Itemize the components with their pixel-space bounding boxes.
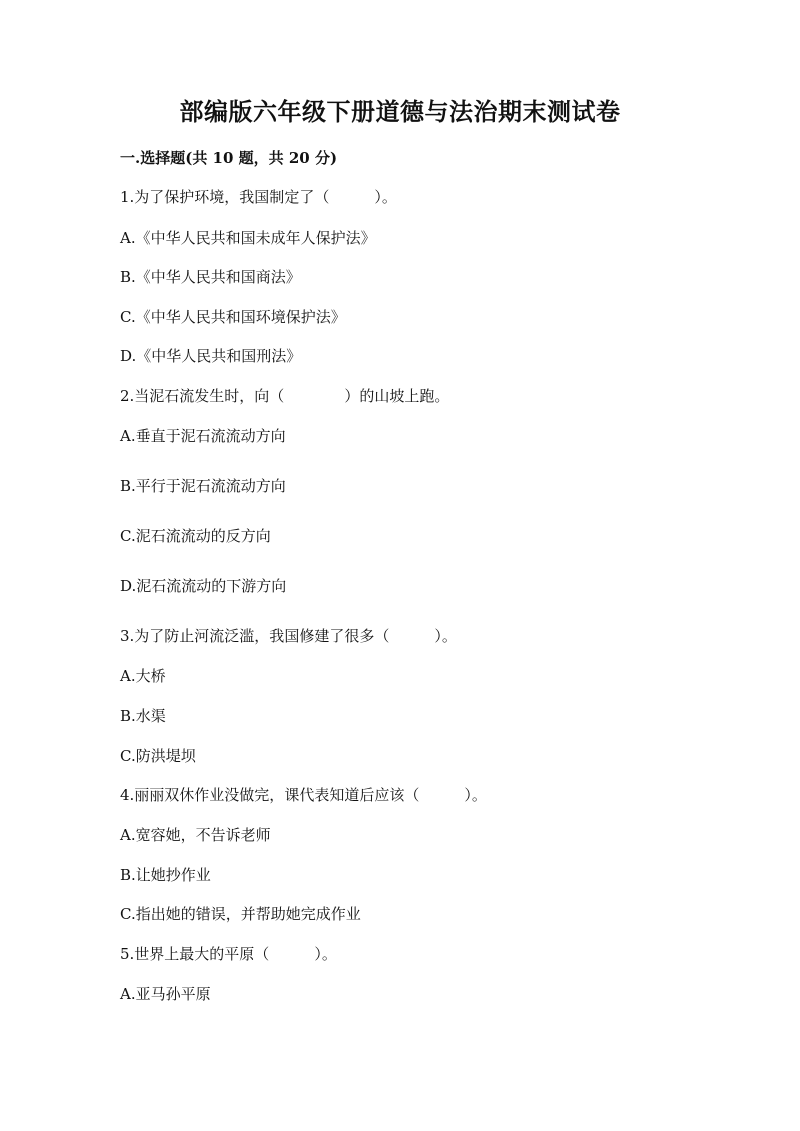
question-3-option-c: C.防洪堤坝 bbox=[120, 747, 196, 765]
question-1-option-c: C.《中华人民共和国环境保护法》 bbox=[120, 308, 346, 326]
question-2-option-b: B.平行于泥石流流动方向 bbox=[120, 477, 286, 495]
question-4-option-a: A.宽容她，不告诉老师 bbox=[120, 826, 271, 844]
question-2-option-d: D.泥石流流动的下游方向 bbox=[120, 577, 287, 595]
question-2-stem: 2.当泥石流发生时，向（ ）的山坡上跑。 bbox=[120, 387, 450, 405]
question-1-option-a: A.《中华人民共和国未成年人保护法》 bbox=[120, 229, 376, 247]
exam-title: 部编版六年级下册道德与法治期末测试卷 bbox=[179, 97, 621, 126]
question-3-option-b: B.水渠 bbox=[120, 707, 166, 725]
question-1-option-b: B.《中华人民共和国商法》 bbox=[120, 268, 301, 286]
question-4-option-b: B.让她抄作业 bbox=[120, 866, 211, 884]
question-2-option-a: A.垂直于泥石流流动方向 bbox=[120, 427, 286, 445]
question-1-option-d: D.《中华人民共和国刑法》 bbox=[120, 347, 302, 365]
question-3-option-a: A.大桥 bbox=[120, 667, 166, 685]
question-4-option-c: C.指出她的错误，并帮助她完成作业 bbox=[120, 905, 361, 923]
question-2-option-c: C.泥石流流动的反方向 bbox=[120, 527, 271, 545]
question-4-stem: 4.丽丽双休作业没做完，课代表知道后应该（ ）。 bbox=[120, 786, 487, 804]
question-3-stem: 3.为了防止河流泛滥，我国修建了很多（ ）。 bbox=[120, 627, 457, 645]
section-heading: 一.选择题(共 10 题，共 20 分) bbox=[120, 149, 338, 167]
question-5-stem: 5.世界上最大的平原（ ）。 bbox=[120, 945, 337, 963]
question-5-option-a: A.亚马孙平原 bbox=[120, 985, 211, 1003]
question-1-stem: 1.为了保护环境，我国制定了（ ）。 bbox=[120, 188, 397, 206]
